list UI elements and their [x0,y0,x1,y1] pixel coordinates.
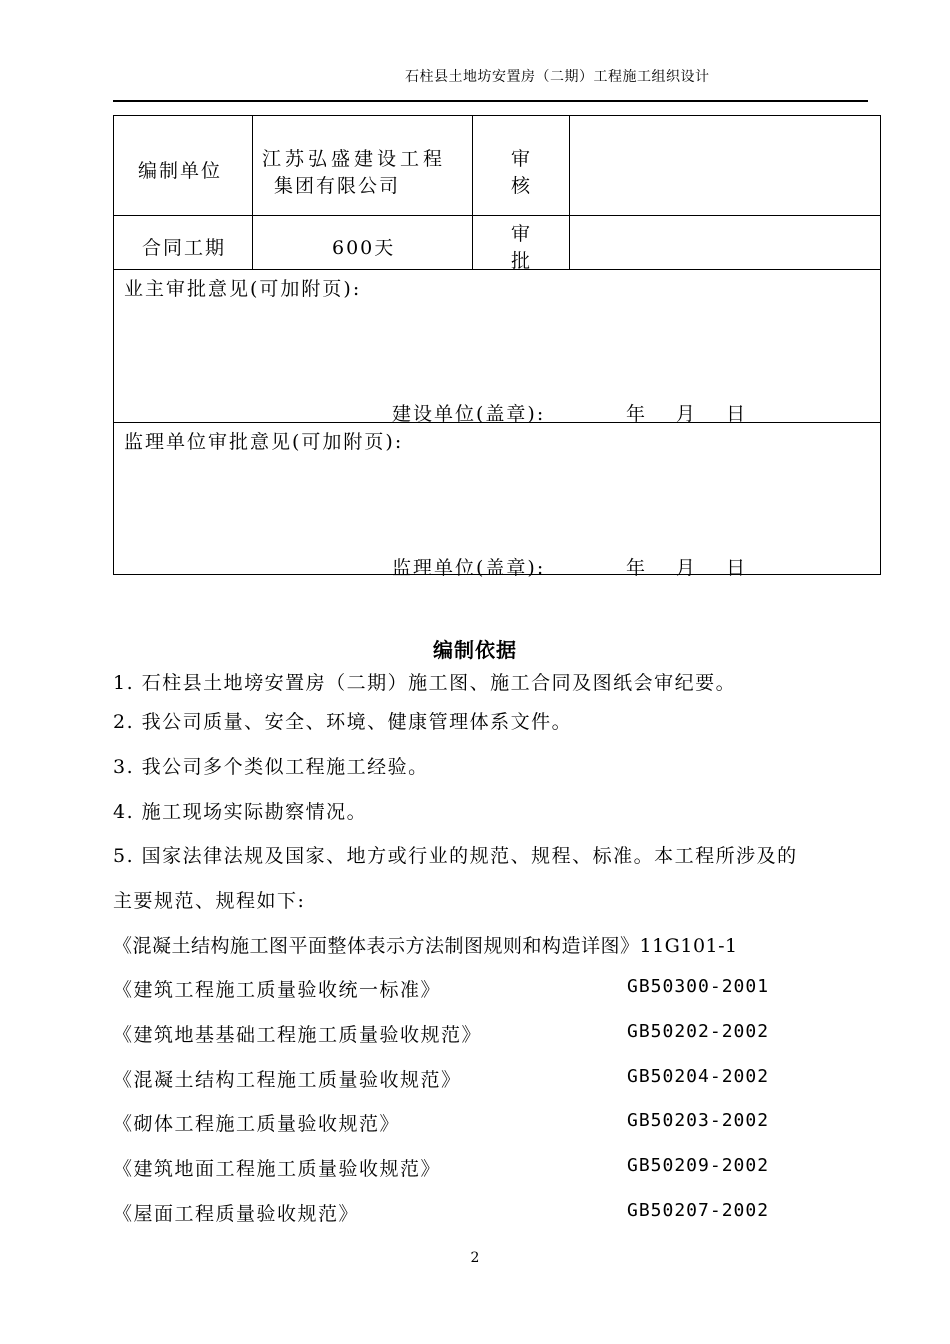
standard-code: GB50202-2002 [627,1021,770,1042]
standard-code: GB50209-2002 [627,1155,770,1176]
compiler-value-line1: 江苏弘盛建设工程 [262,148,447,170]
compiler-label: 编制单位 [138,160,223,182]
document-header-title: 石柱县土地坊安置房（二期）工程施工组织设计 [405,69,710,85]
standard-name: 《屋面工程质量验收规范》 [113,1203,360,1225]
approval-form-table [113,115,881,579]
supervisor-date: 年 月 日 [626,557,748,579]
standard-name: 《混凝土结构工程施工质量验收规范》 [113,1069,462,1091]
approve-label-char2: 批 [511,250,533,272]
standard-name: 《建筑地面工程施工质量验收规范》 [113,1158,442,1180]
basis-item: 5. 国家法律法规及国家、地方或行业的规范、规程、标准。本工程所涉及的 [113,845,798,867]
contract-period-label: 合同工期 [142,237,227,259]
page-number: 2 [470,1250,480,1266]
owner-opinion-heading: 业主审批意见(可加附页): [124,278,362,300]
standard-code: GB50207-2002 [627,1200,770,1221]
basis-item: 1. 石柱县土地塝安置房（二期）施工图、施工合同及图纸会审纪要。 [113,672,737,694]
table-divider [569,116,570,269]
section-title-basis: 编制依据 [433,638,517,662]
basis-item: 主要规范、规程如下: [113,890,306,912]
table-divider [252,116,253,269]
standard-name: 《建筑地基基础工程施工质量验收规范》 [113,1024,483,1046]
table-divider [114,269,880,270]
table-divider [472,116,473,269]
standard-code: GB50203-2002 [627,1110,770,1131]
standard-name: 《建筑工程施工质量验收统一标准》 [113,979,442,1001]
contract-period-value: 600天 [332,237,396,259]
supervisor-opinion-heading: 监理单位审批意见(可加附页): [124,431,404,453]
approve-label-char1: 审 [511,223,533,245]
compiler-value-line2: 集团有限公司 [274,175,401,197]
header-divider [113,100,868,102]
standard-code: GB50204-2002 [627,1066,770,1087]
basis-item: 2. 我公司质量、安全、环境、健康管理体系文件。 [113,711,573,733]
owner-date: 年 月 日 [626,403,748,425]
review-label-char2: 核 [511,175,533,197]
standard-name: 《砌体工程施工质量验收规范》 [113,1113,401,1135]
basis-item: 4. 施工现场实际勘察情况。 [113,801,368,823]
review-label-char1: 审 [511,148,533,170]
standard-name: 《混凝土结构施工图平面整体表示方法制图规则和构造详图》11G101-1 [113,935,738,957]
table-divider [114,215,880,216]
owner-signature-label: 建设单位(盖章): [392,403,546,425]
standard-code: GB50300-2001 [627,976,770,997]
basis-item: 3. 我公司多个类似工程施工经验。 [113,756,429,778]
supervisor-signature-label: 监理单位(盖章): [392,557,546,579]
